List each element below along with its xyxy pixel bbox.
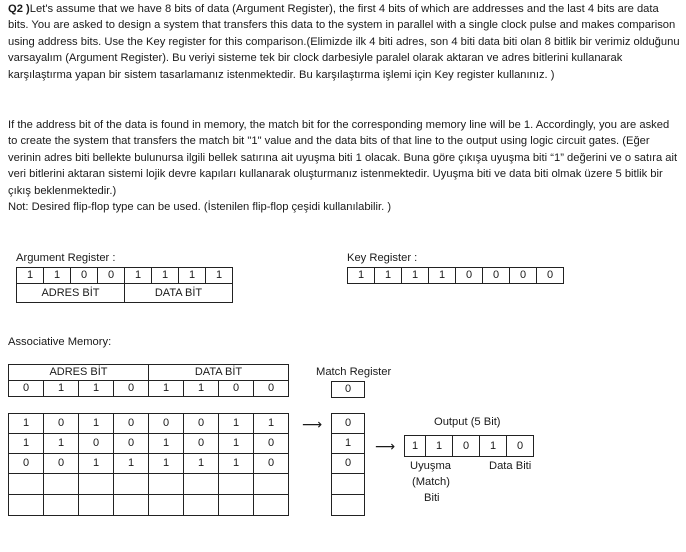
key-bit: 1 <box>375 268 402 284</box>
memory-rows-table <box>8 413 289 516</box>
memory-data-caption: DATA BİT <box>149 365 289 381</box>
match-register-column <box>331 413 365 516</box>
output-table <box>404 435 534 457</box>
key-bit: 0 <box>456 268 483 284</box>
memory-header-bit: 1 <box>149 381 184 397</box>
output-bit: 0 <box>453 436 480 457</box>
memory-bit-empty <box>9 474 44 495</box>
argument-bit: 1 <box>152 268 179 284</box>
memory-header-table <box>8 364 289 397</box>
output-data-caption: Data Biti <box>489 460 532 472</box>
memory-bit: 1 <box>184 454 219 474</box>
memory-bit: 1 <box>9 414 44 434</box>
memory-bit-empty <box>44 474 79 495</box>
output-match-caption-3: Biti <box>424 492 440 504</box>
argument-register-table <box>16 267 233 303</box>
arrow-right-icon: ⟶ <box>375 438 396 454</box>
argument-address-caption: ADRES BİT <box>17 284 125 303</box>
memory-bit-empty <box>219 474 254 495</box>
question-text-1: Let's assume that we have 8 bits of data (Argument Register), the first 4 bits of which are addresses and the last 4 bits are data bits. You are asked to design a system that transfers this data to the system in parallel with a single clock pulse and makes comparison using address bits. Use the Key register for this comparison.(Elimizde ilk 4 biti adres, son 4 biti data biti olan 8 bitlik bir verimiz olduğunu varsayalım (Argument Register). Bu veriyi sisteme tek bir clock darbesiyle paralel olarak aktaran ve adres bitlerini kullanarak karşılaştırma yapan bir sistem tasarlamanız istenmektedir. Bu karşılaştırma işlemi için Key register kullanınız. ) <box>8 3 680 81</box>
memory-bit-empty <box>254 474 289 495</box>
memory-bit-empty <box>184 495 219 516</box>
memory-bit: 0 <box>114 414 149 434</box>
output-bit: 0 <box>507 436 534 457</box>
memory-bit-empty <box>254 495 289 516</box>
question-paragraph-2 <box>8 117 680 215</box>
question-note: Not: Desired flip-flop type can be used. (İstenilen flip-flop çeşidi kullanılabilir. ) <box>8 201 392 214</box>
output-match-caption-2: (Match) <box>412 476 450 488</box>
memory-row-empty <box>9 474 289 495</box>
memory-bit-empty <box>219 495 254 516</box>
memory-address-caption: ADRES BİT <box>9 365 149 381</box>
memory-header-bit: 1 <box>184 381 219 397</box>
question-paragraph-1 <box>8 1 680 83</box>
memory-bit: 1 <box>9 434 44 454</box>
memory-bit: 0 <box>254 454 289 474</box>
question-number: Q2 ) <box>8 3 30 15</box>
argument-bit: 0 <box>98 268 125 284</box>
memory-row <box>9 434 289 454</box>
match-register-header <box>331 381 365 398</box>
key-bit: 1 <box>402 268 429 284</box>
memory-header-bit: 0 <box>114 381 149 397</box>
memory-header-bit: 1 <box>44 381 79 397</box>
key-bit: 1 <box>429 268 456 284</box>
match-bit-empty <box>332 495 365 516</box>
key-bit: 0 <box>483 268 510 284</box>
memory-row <box>9 454 289 474</box>
memory-bit-empty <box>79 474 114 495</box>
output-label: Output (5 Bit) <box>434 416 501 428</box>
memory-header-bit: 0 <box>9 381 44 397</box>
question-text-2: If the address bit of the data is found in memory, the match bit for the corresponding memory line will be 1. Accordingly, you are asked to create the system that transfers the match bit "1" value and the data bits of that line to the output using logic circuit gates. (Eğer verinin adres biti bellekte bulunursa ilgili bellek satırına ait uyuşma biti 1 olacak. Buna göre çıkışa uyuşma biti “1” değerini ve o satıra ait veri bitlerini aktaran sistemi lojik devre kapıları kullanarak oluşturmanız istenmektedir. Uyuşma biti ve data biti olmak üzere 5 bitlik bir çıkış beklenmektedir.) <box>8 119 678 197</box>
memory-bit: 1 <box>219 454 254 474</box>
key-bit: 1 <box>348 268 375 284</box>
match-bit-empty <box>332 474 365 495</box>
memory-bit: 0 <box>149 414 184 434</box>
memory-bit: 1 <box>79 454 114 474</box>
associative-memory-label: Associative Memory: <box>8 336 112 348</box>
key-bit: 0 <box>537 268 564 284</box>
argument-bit: 1 <box>17 268 44 284</box>
argument-register-label: Argument Register : <box>16 252 116 264</box>
output-match-caption-1: Uyuşma <box>410 460 452 472</box>
argument-data-caption: DATA BİT <box>125 284 233 303</box>
output-bit: 1 <box>405 436 426 457</box>
memory-bit: 0 <box>44 454 79 474</box>
argument-bit: 0 <box>71 268 98 284</box>
argument-bit: 1 <box>44 268 71 284</box>
memory-bit: 1 <box>114 454 149 474</box>
arrow-right-icon: ⟶ <box>302 416 323 432</box>
memory-bit-empty <box>149 495 184 516</box>
memory-bit: 0 <box>184 434 219 454</box>
match-register-label: Match Register <box>316 366 392 378</box>
key-bit: 0 <box>510 268 537 284</box>
memory-bit-empty <box>114 474 149 495</box>
memory-bit-empty <box>149 474 184 495</box>
output-bit: 1 <box>480 436 507 457</box>
memory-bit: 1 <box>254 414 289 434</box>
memory-bit: 1 <box>149 434 184 454</box>
memory-bit: 1 <box>79 414 114 434</box>
memory-bit: 1 <box>44 434 79 454</box>
memory-bit-empty <box>9 495 44 516</box>
memory-row-empty <box>9 495 289 516</box>
memory-bit: 0 <box>114 434 149 454</box>
key-register-table <box>347 267 564 284</box>
argument-bit: 1 <box>125 268 152 284</box>
argument-bit: 1 <box>179 268 206 284</box>
memory-header-bit: 0 <box>219 381 254 397</box>
memory-bit: 0 <box>9 454 44 474</box>
memory-bit: 1 <box>219 414 254 434</box>
memory-bit-empty <box>79 495 114 516</box>
memory-bit-empty <box>184 474 219 495</box>
memory-bit: 1 <box>149 454 184 474</box>
match-bit: 0 <box>332 454 365 474</box>
key-register-label: Key Register : <box>347 252 418 264</box>
match-header-bit: 0 <box>332 382 365 398</box>
memory-bit: 0 <box>44 414 79 434</box>
argument-bit: 1 <box>206 268 233 284</box>
memory-row <box>9 414 289 434</box>
memory-bit: 0 <box>184 414 219 434</box>
match-bit: 1 <box>332 434 365 454</box>
memory-bit: 0 <box>254 434 289 454</box>
memory-bit-empty <box>44 495 79 516</box>
match-bit: 0 <box>332 414 365 434</box>
memory-bit-empty <box>114 495 149 516</box>
memory-header-bit: 0 <box>254 381 289 397</box>
memory-bit: 1 <box>219 434 254 454</box>
output-bit: 1 <box>426 436 453 457</box>
memory-header-bit: 1 <box>79 381 114 397</box>
memory-bit: 0 <box>79 434 114 454</box>
